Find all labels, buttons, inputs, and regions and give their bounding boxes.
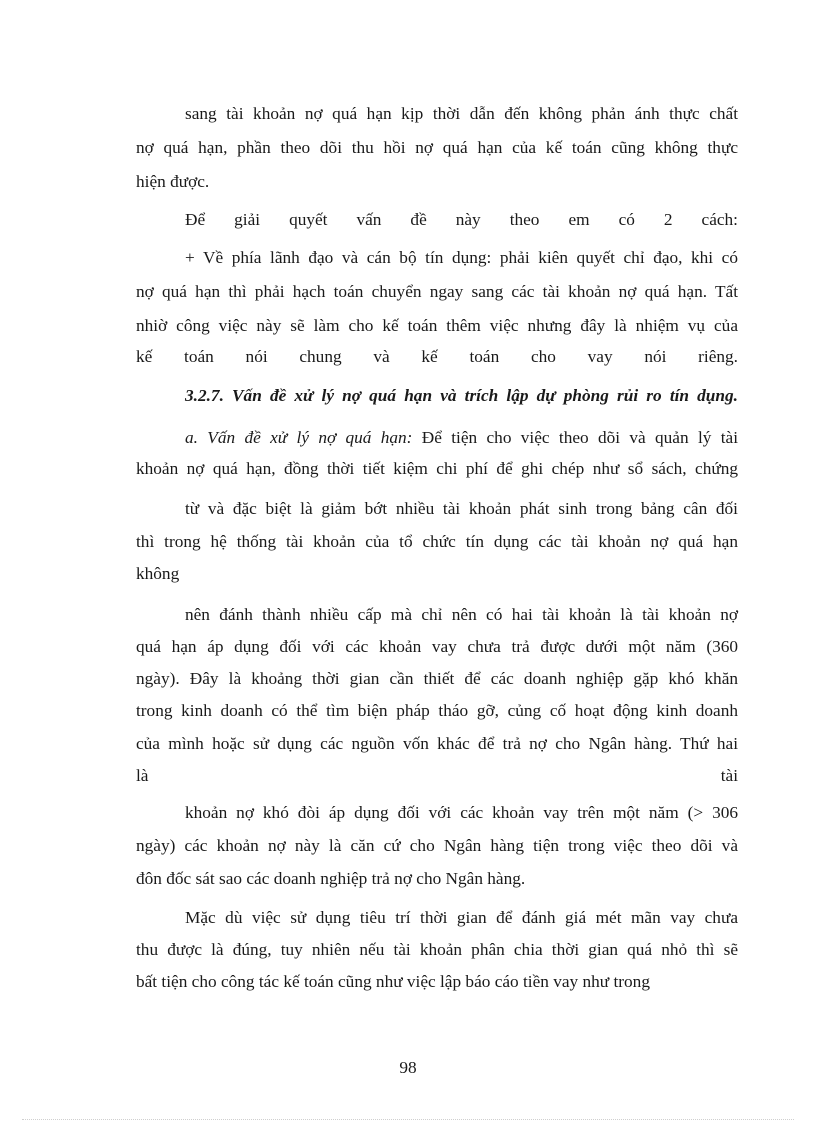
text-line: đôn đốc sát sao các doanh nghiệp trả nợ cho Ngân hàng.: [136, 869, 526, 888]
text-line: khoản nợ quá hạn, đồng thời tiết kiệm chi phí để ghi chép như sổ sách, chứng: [136, 459, 738, 478]
text-line: nhiờ công việc này sẽ làm cho kế toán thêm việc nhưng đây là nhiệm vụ của: [136, 316, 738, 335]
section-heading: 3.2.7. Vấn đề xử lý nợ quá hạn và trích lập dự phòng rủi ro tín dụng.: [185, 386, 738, 405]
text-line: bất tiện cho công tác kế toán cũng như việc lập báo cáo tiền vay như trong: [136, 972, 650, 991]
text-line: thu được là đúng, tuy nhiên nếu tài khoản phân chia thời gian quá nhỏ thì sẽ: [136, 940, 738, 959]
text-line: thì trong hệ thống tài khoản của tổ chức tín dụng các tài khoản nợ quá hạn: [136, 532, 738, 551]
text-line: Mặc dù việc sử dụng tiêu trí thời gian để đánh giá mét mãn vay chưa: [185, 908, 738, 927]
text-line: nợ quá hạn, phần theo dõi thu hồi nợ quá hạn của kế toán cũng không thực: [136, 138, 738, 157]
text-fragment: Để tiện cho việc theo dõi và quản lý tài: [412, 428, 738, 447]
text-line: ngày). Đây là khoảng thời gian cần thiết để các doanh nghiệp gặp khó khăn: [136, 669, 738, 688]
text-line: không: [136, 564, 180, 583]
text-line: hiện được.: [136, 172, 210, 191]
text-line: + Về phía lãnh đạo và cán bộ tín dụng: phải kiên quyết chỉ đạo, khi có: [185, 248, 738, 267]
text-line: nên đánh thành nhiều cấp mà chỉ nên có hai tài khoản là tài khoản nợ: [185, 605, 738, 624]
text-line: quá hạn áp dụng đối với các khoản vay chưa trả được dưới một năm (360: [136, 637, 738, 656]
text-line: là: [136, 766, 149, 785]
page-bottom-divider: [22, 1119, 794, 1120]
text-line: trong kinh doanh có thể tìm biện pháp tháo gỡ, củng cố hoạt động kinh doanh: [136, 701, 738, 720]
subsection-title: a. Vấn đề xử lý nợ quá hạn:: [185, 428, 413, 447]
page-number: 98: [399, 1058, 417, 1077]
text-line: khoản nợ khó đòi áp dụng đối với các khoản vay trên một năm (> 306: [185, 803, 738, 822]
text-line: nợ quá hạn thì phải hạch toán chuyển ngay sang các tài khoản nợ quá hạn. Tất: [136, 282, 738, 301]
text-line: của mình hoặc sử dụng các nguồn vốn khác để trả nợ cho Ngân hàng. Thứ hai: [136, 734, 738, 753]
text-line: Để giải quyết vấn đề này theo em có 2 cách:: [185, 210, 738, 229]
text-line: kế toán nói chung và kế toán cho vay nói riêng.: [136, 347, 738, 366]
text-line: từ và đặc biệt là giảm bớt nhiều tài khoản phát sinh trong bảng cân đối: [185, 499, 738, 518]
text-line: ngày) các khoản nợ này là căn cứ cho Ngân hàng tiện trong việc theo dõi và: [136, 836, 738, 855]
text-line: sang tài khoản nợ quá hạn kịp thời dẫn đến không phản ánh thực chất: [185, 104, 738, 123]
text-line: [185, 426, 738, 450]
text-line: tài: [720, 766, 738, 785]
